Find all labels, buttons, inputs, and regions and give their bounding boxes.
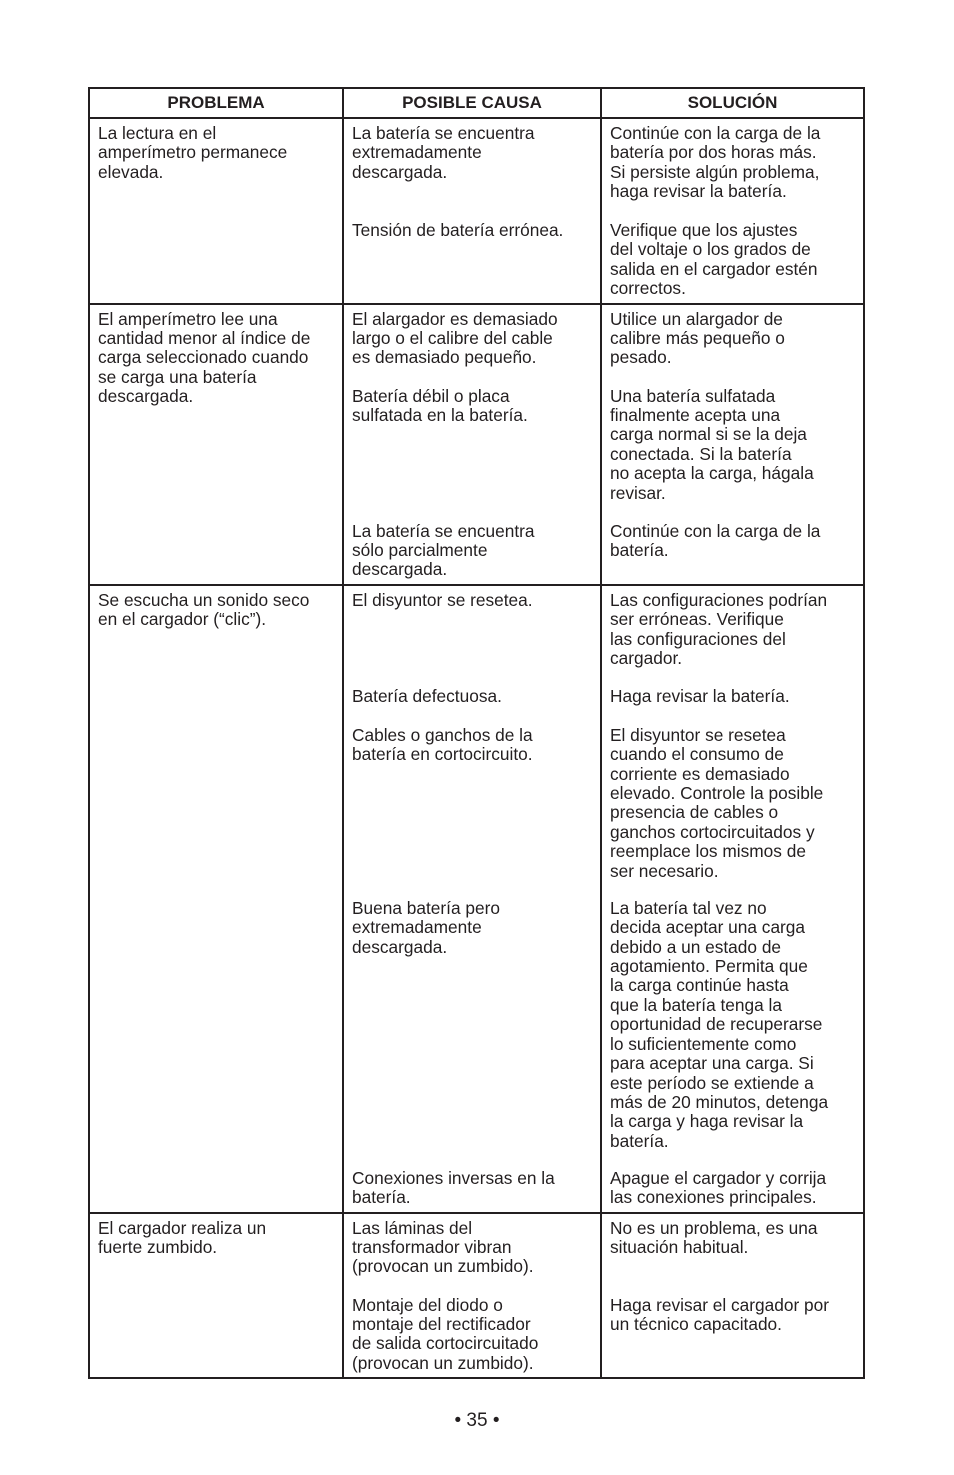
page-number: • 35 • — [454, 1410, 500, 1431]
cause-text: Batería débil o placa sulfatada en la batería. — [352, 385, 528, 426]
solution-text: Utilice un alargador de calibre más pequeño o pesado. — [610, 308, 785, 368]
table-row — [89, 1213, 864, 1379]
table-row — [89, 118, 864, 304]
cause-cell — [343, 585, 601, 1213]
problem-cell — [89, 118, 343, 304]
solution-text: Una batería sulfatada finalmente acepta una carga normal si se la deja conectada. Si la batería no acepta la carga, hágala revisar. — [610, 385, 814, 503]
header-problema: PROBLEMA — [89, 88, 343, 118]
solution-text: No es un problema, es una situación habitual. — [610, 1217, 818, 1258]
cause-text: Tensión de batería errónea. — [352, 220, 564, 240]
problem-cell — [89, 1213, 343, 1379]
cause-text: Cables o ganchos de la batería en cortocircuito. — [352, 724, 533, 765]
solution-text: Haga revisar el cargador por un técnico capacitado. — [610, 1294, 830, 1335]
cause-text: La batería se encuentra sólo parcialmente descargada. — [352, 520, 535, 580]
solution-text: Haga revisar la batería. — [610, 685, 790, 706]
solution-text: El disyuntor se resetea cuando el consumo de corriente es demasiado elevado. Controle la posible presencia de cables o ganchos cortocircuitados y reemplace los mismos de ser necesario. — [610, 724, 824, 881]
problem-text: El amperímetro lee una cantidad menor al índice de carga seleccionado cuando se carga una batería descargada. — [98, 308, 311, 407]
cause-text: Montaje del diodo o montaje del rectificador de salida cortocircuitado (provocan un zumbido). — [352, 1294, 539, 1373]
solution-text: La batería tal vez no decida aceptar una carga debido a un estado de agotamiento. Permita que la carga continúe hasta que la batería tenga la oportunidad de recuperarse lo suficientemente como para aceptar una carga. Si este período se extiende a más de 20 minutos, detenga la carga y haga revisar la batería. — [610, 897, 829, 1151]
solution-cell — [601, 118, 864, 304]
problem-cell — [89, 585, 343, 1213]
problem-cell — [89, 304, 343, 585]
cause-text: El alargador es demasiado largo o el calibre del cable es demasiado pequeño. — [352, 308, 558, 368]
solution-text: Verifique que los ajustes del voltaje o los grados de salida en el cargador estén correctos. — [610, 220, 818, 299]
table-row — [89, 585, 864, 1213]
table-row — [89, 304, 864, 585]
problem-text: El cargador realiza un fuerte zumbido. — [98, 1217, 267, 1258]
cause-text: Conexiones inversas en la batería. — [352, 1167, 555, 1208]
solution-cell — [601, 585, 864, 1213]
problem-text: Se escucha un sonido seco en el cargador (“clic”). — [98, 589, 310, 630]
cause-text: Buena batería pero extremadamente descargada. — [352, 897, 500, 957]
cause-text: Batería defectuosa. — [352, 685, 502, 706]
cause-cell — [343, 304, 601, 585]
cause-text: La batería se encuentra extremadamente descargada. — [352, 123, 535, 182]
solution-cell — [601, 304, 864, 585]
header-posible-causa: POSIBLE CAUSA — [343, 88, 601, 118]
solution-cell — [601, 1213, 864, 1379]
cause-cell — [343, 1213, 601, 1379]
troubleshooting-table — [88, 87, 865, 1379]
solution-text: Apague el cargador y corrija las conexiones principales. — [610, 1167, 827, 1208]
cause-text: Las láminas del transformador vibran (provocan un zumbido). — [352, 1217, 534, 1277]
problem-text: La lectura en el amperímetro permanece elevada. — [98, 123, 288, 182]
cause-cell — [343, 118, 601, 304]
solution-text: Continúe con la carga de la batería por dos horas más. Si persiste algún problema, haga revisar la batería. — [610, 123, 821, 202]
solution-text: Las configuraciones podrían ser erróneas. Verifique las configuraciones del cargador. — [610, 589, 828, 669]
table-header-row — [89, 88, 864, 118]
cause-text: El disyuntor se resetea. — [352, 589, 533, 610]
solution-text: Continúe con la carga de la batería. — [610, 520, 821, 561]
header-solucion: SOLUCIÓN — [601, 88, 864, 118]
